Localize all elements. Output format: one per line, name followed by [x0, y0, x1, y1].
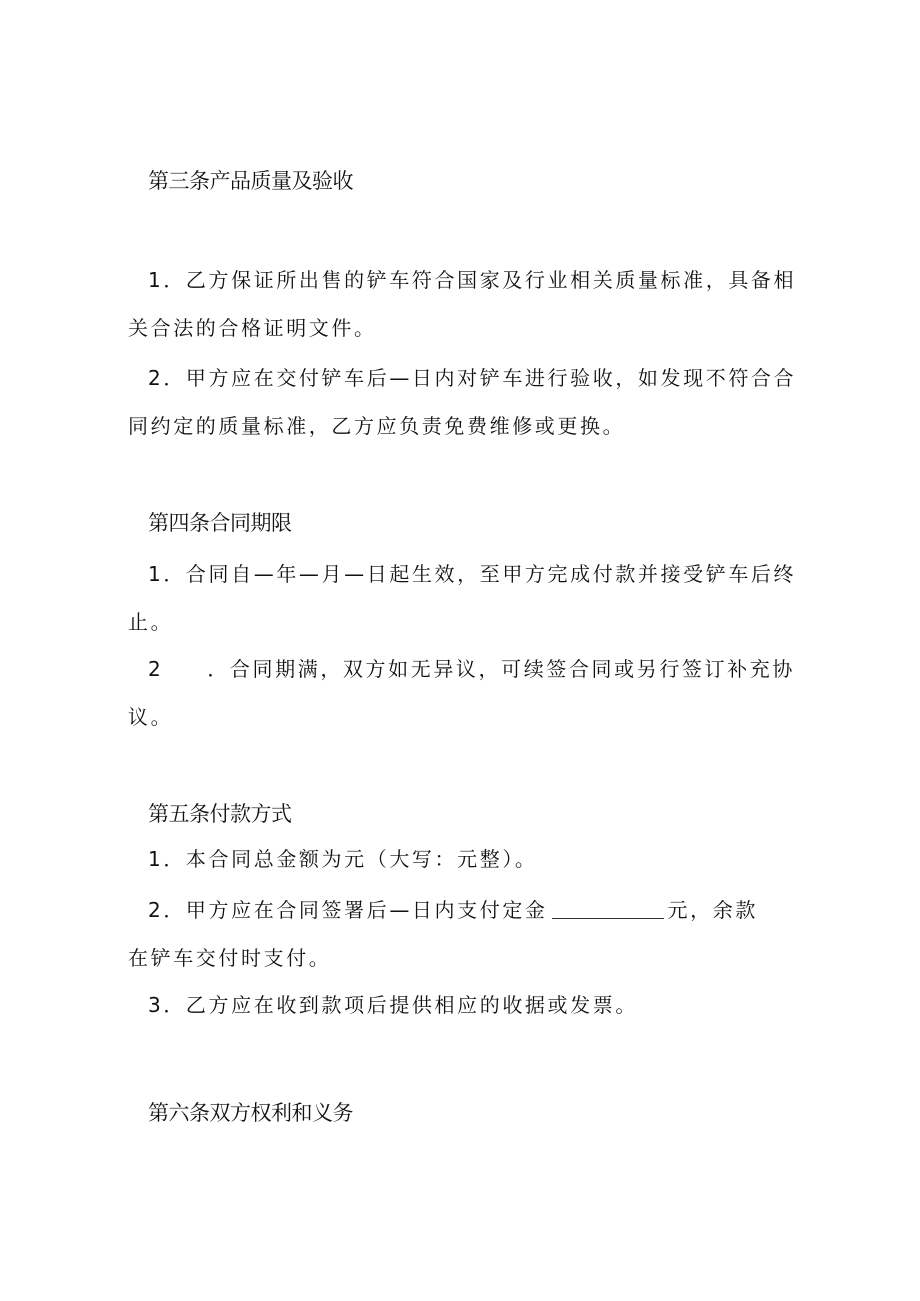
clause-line: 1．乙方保证所出售的铲车符合国家及行业相关质量标准，具备相: [148, 268, 797, 292]
clause-line: 议。: [128, 705, 174, 729]
section-5-clause-2: [128, 886, 818, 982]
section-3-heading: 第三条产品质量及验收: [148, 169, 353, 193]
section-6-heading: 第六条双方权利和义务: [148, 1101, 353, 1125]
clause-line: 1．本合同总金额为元（大写：元整）。: [148, 847, 538, 871]
section-5-heading: 第五条付款方式: [148, 802, 292, 826]
clause-text: 元，余款: [667, 898, 758, 922]
clause-line: 关合法的合格证明文件。: [128, 316, 377, 340]
clause-line: 2．甲方应在交付铲车后—日内对铲车进行验收，如发现不符合合: [148, 366, 797, 390]
section-4-clause-2: [128, 645, 818, 741]
clause-line: 3．乙方应在收到款项后提供相应的收据或发票。: [148, 993, 638, 1017]
clause-line: 在铲车交付时支付。: [128, 946, 332, 970]
section-3-clause-1: [128, 256, 818, 352]
section-4-heading: 第四条合同期限: [148, 511, 292, 535]
section-3-clause-2: [128, 354, 818, 450]
clause-text: ．合同期满，双方如无异议，可续签合同或另行签订补充协: [207, 657, 795, 681]
clause-line: 1．合同自—年—月—日起生效，至甲方完成付款并接受铲车后终: [148, 562, 797, 586]
clause-line: [148, 886, 818, 934]
clause-line: 同约定的质量标准，乙方应负责免费维修或更换。: [128, 414, 626, 438]
blank-underline: [552, 900, 664, 919]
section-5-clause-3: [148, 981, 818, 1029]
section-5-clause-1: [148, 835, 818, 883]
section-4-clause-1: [128, 550, 818, 646]
clause-line: 止。: [128, 610, 174, 634]
clause-line: [148, 645, 818, 693]
clause-number: 2: [148, 657, 164, 681]
clause-text: 2．甲方应在合同签署后—日内支付定金: [148, 898, 548, 922]
